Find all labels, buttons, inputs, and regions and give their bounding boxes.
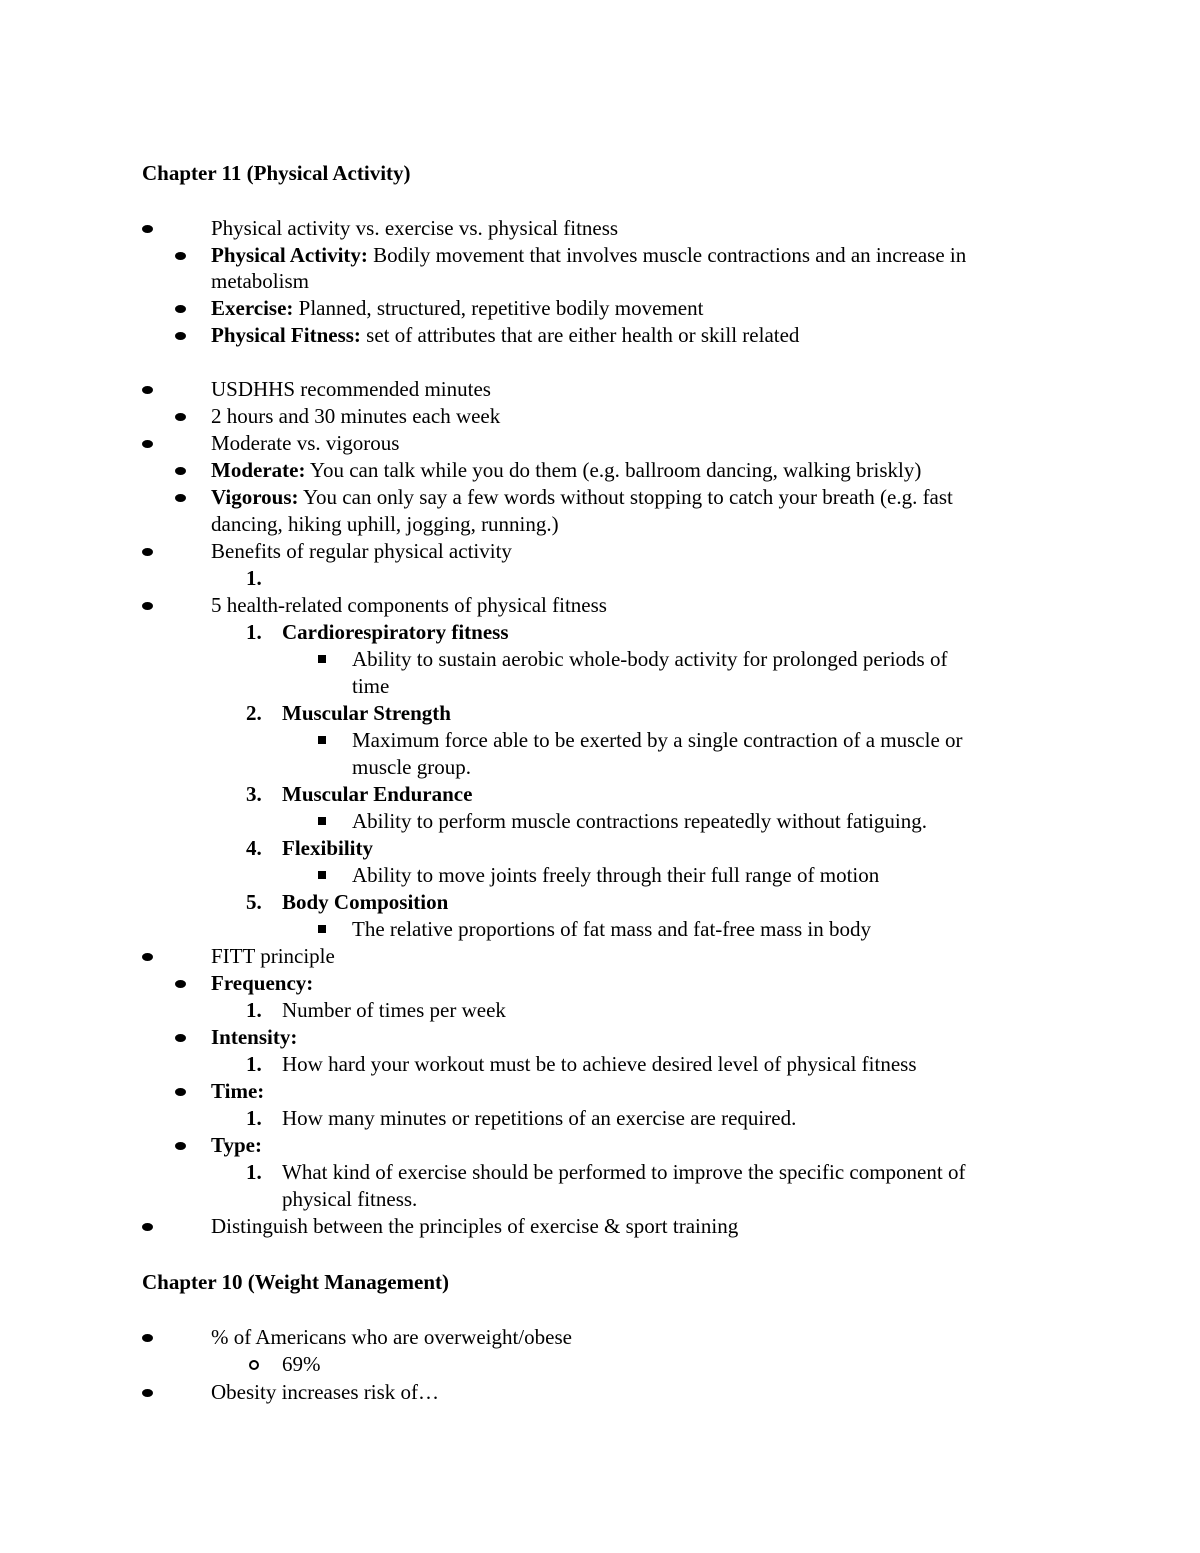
bullet-icon xyxy=(175,1034,186,1042)
bullet-icon xyxy=(142,1389,153,1397)
square-bullet-icon xyxy=(318,925,326,933)
bullet-icon xyxy=(175,980,186,988)
bullet-icon xyxy=(175,252,186,260)
square-bullet-icon xyxy=(318,871,326,879)
square-bullet-icon xyxy=(318,655,326,663)
document-page: Chapter 11 (Physical Activity) Physical activity vs. exercise vs. physical fitness Physical Activity: Bodily movement that involves muscle contractions and an increase in metabolism Exercise: Planned, structured, repetitive bodily movement Physical Fitness: set of attributes that are either health or skill related USDHHS recommended minutes 2 hours and 30 minutes each week Moderate vs. vigorous Moderate: You can talk while you do them (e.g. ballroom dancing, walking briskly) Vigorous: You can only say a few words without stopping to catch your breath (e.g. fast dancing, hiking uphill, jogging, running.) Benefits of regular physical activity 1. 5 health-related components of physical fitness 1. Cardiorespiratory fitness Ability to sustain aerobic whole-body activity for prolonged periods of time 2. Muscular Strength Maximum force able to be exerted by a single contraction of a muscle or muscle group. 3. Muscular Endurance Ability to perform muscle contractions repeatedly without fatiguing. 4. Flexibility Ability to move joints freely through their full range of motion 5. Body Composition The relative proportions of fat mass and fat-free mass in body FITT principle Frequency: 1. Number of times per week Intensity: 1. How hard your workout must be to achieve desired level of physical fitness Time: 1. How many minutes or repetitions of an exercise are required. Type: 1. What kind of exercise should be performed to improve the specific component of physical fitness. Distinguish between the principles of exercise & sport training Chapter 10 (Weight Management) % of Americans who are overweight/obese 69% Obesity increases risk of… xyxy=(142,161,967,1404)
bullet-icon xyxy=(175,1142,186,1150)
square-bullet-icon xyxy=(318,817,326,825)
bullet-icon xyxy=(142,1334,153,1342)
bullet-icon xyxy=(142,225,153,233)
bullet-icon xyxy=(175,494,186,502)
chapter-11-heading: Chapter 11 (Physical Activity) xyxy=(142,161,411,185)
bullet-icon xyxy=(175,467,186,475)
square-bullet-icon xyxy=(318,736,326,744)
bullet-icon xyxy=(175,413,186,421)
circle-bullet-icon xyxy=(249,1360,259,1370)
bullet-icon xyxy=(142,386,153,394)
bullet-icon xyxy=(175,1088,186,1096)
bullet-icon xyxy=(175,305,186,313)
bullet-icon xyxy=(142,602,153,610)
bullet-icon xyxy=(142,440,153,448)
bullet-icon xyxy=(142,548,153,556)
bullet-icon xyxy=(142,1223,153,1231)
bullet-icon xyxy=(175,332,186,340)
bullet-icon xyxy=(142,953,153,961)
chapter-10-heading: Chapter 10 (Weight Management) xyxy=(142,1270,449,1294)
